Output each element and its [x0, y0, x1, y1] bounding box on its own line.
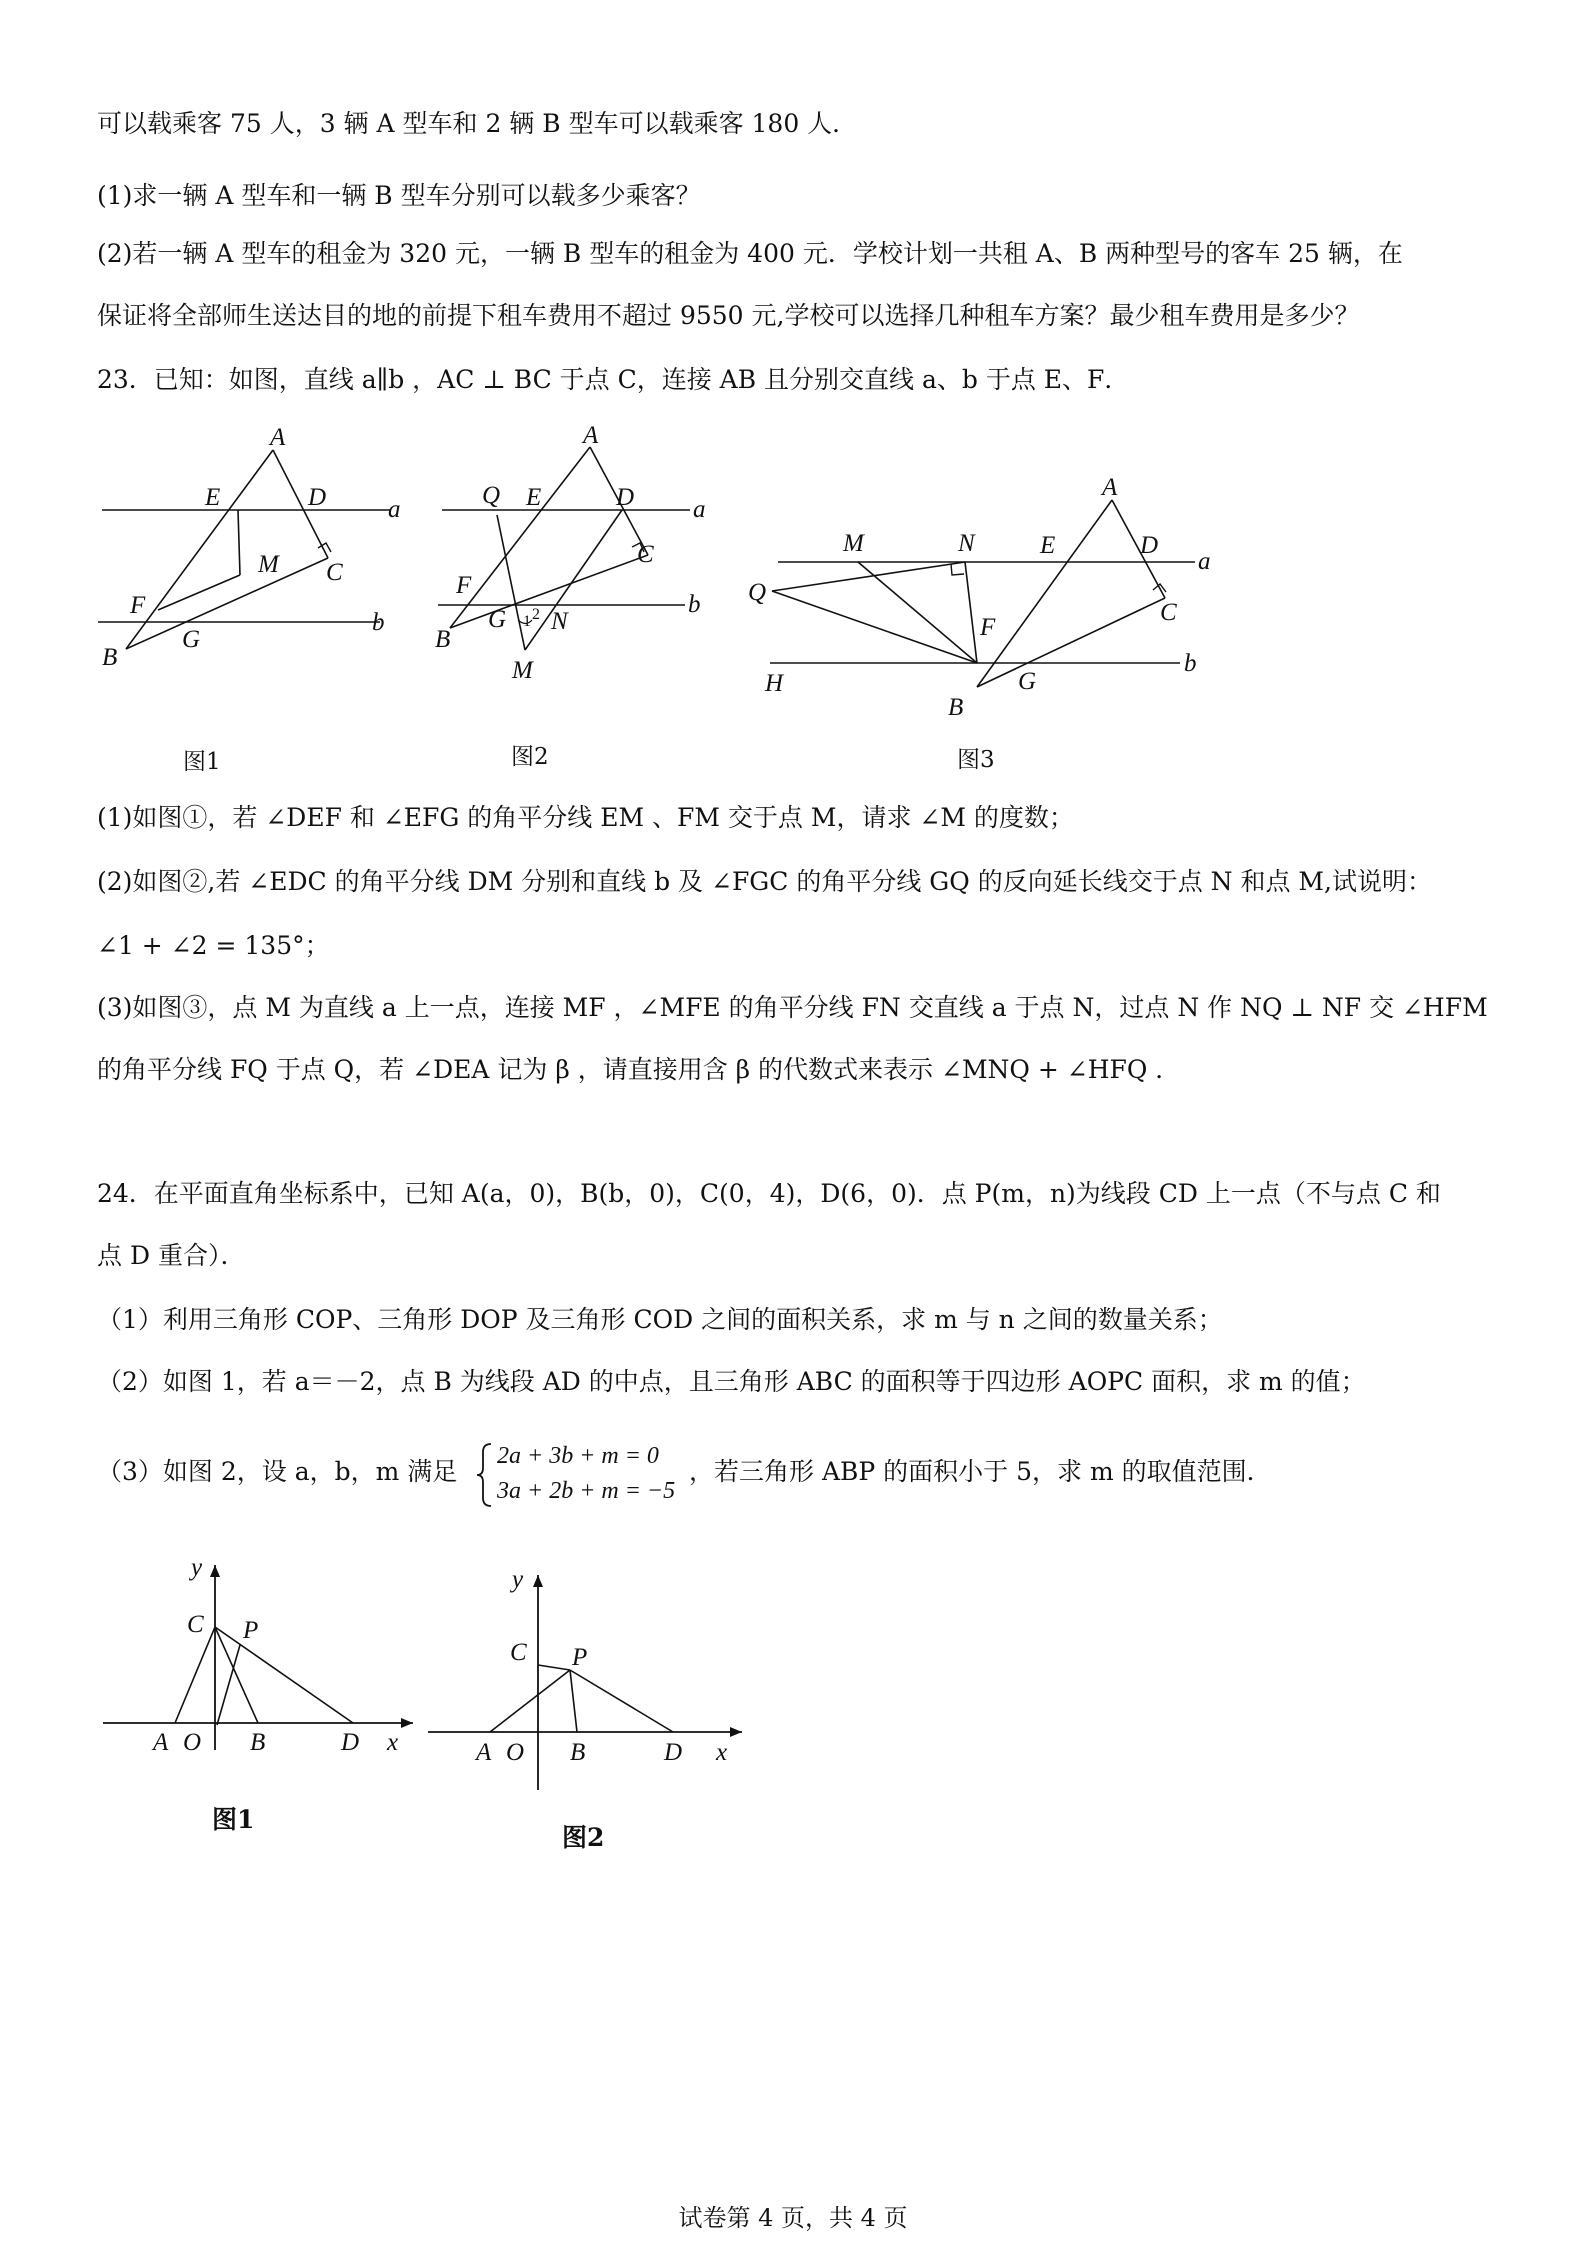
label-a: a: [1198, 548, 1211, 575]
label-D: D: [341, 1729, 360, 1756]
question-22-part-2-cont: 保证将全部师生送达目的地的前提下租车费用不超过 9550 元,学校可以选择几种租车方案？最少租车费用是多少？: [97, 301, 1360, 330]
label-F: F: [980, 614, 996, 641]
label-Q: Q: [748, 579, 767, 606]
label-angle-1: 1: [523, 613, 531, 630]
label-a: a: [693, 496, 706, 523]
page-footer: 试卷第 4 页，共 4 页: [678, 2204, 908, 2232]
label-O: O: [506, 1739, 525, 1766]
question-23-stem: 23．已知：如图，直线 a∥b ，AC ⊥ BC 于点 C，连接 AB 且分别交直线 a、b 于点 E、F．: [97, 365, 1130, 394]
figure-23-1-caption: 图1: [183, 749, 221, 775]
label-x: x: [387, 1729, 399, 1756]
label-H: H: [765, 670, 784, 697]
question-23-part-3: (3)如图③，点 M 为直线 a 上一点，连接 MF ，∠MFE 的角平分线 FN 交直线 a 于点 N，过点 N 作 NQ ⊥ NF 交 ∠HFM: [97, 993, 1488, 1022]
label-A: A: [153, 1729, 169, 1756]
equation-brace: [475, 1442, 495, 1508]
label-M: M: [258, 551, 279, 578]
label-b: b: [1184, 650, 1197, 677]
figure-24-2-caption: 图2: [562, 1823, 605, 1852]
figure-23-3-caption: 图3: [957, 747, 995, 773]
question-24-stem-cont: 点 D 重合）．: [97, 1241, 246, 1270]
label-C: C: [1160, 599, 1177, 626]
question-24-part-2: （2）如图 1，若 a＝－2，点 B 为线段 AD 的中点，且三角形 ABC 的面积等于四边形 AOPC 面积，求 m 的值；: [97, 1367, 1366, 1396]
label-N: N: [551, 608, 568, 635]
q24-3-suffix: ，若三角形 ABP 的面积小于 5，求 m 的取值范围．: [689, 1457, 1272, 1486]
label-O: O: [183, 1729, 202, 1756]
figure-24-1-caption: 图1: [212, 1805, 255, 1834]
label-B: B: [570, 1739, 586, 1766]
label-y: y: [512, 1566, 524, 1593]
label-D: D: [664, 1739, 683, 1766]
label-a: a: [388, 496, 401, 523]
label-N: N: [958, 530, 975, 557]
text-line-1: 可以载乘客 75 人，3 辆 A 型车和 2 辆 B 型车可以载乘客 180 人．: [97, 109, 858, 138]
label-angle-2: 2: [532, 606, 540, 623]
question-23-part-2-cont: ∠1 + ∠2 = 135°；: [97, 931, 330, 960]
label-M: M: [843, 530, 864, 557]
label-F: F: [130, 592, 146, 619]
label-C: C: [326, 559, 343, 586]
question-23-part-1: (1)如图①，若 ∠DEF 和 ∠EFG 的角平分线 EM 、FM 交于点 M，请求 ∠M 的度数；: [97, 803, 1074, 832]
label-E: E: [1040, 532, 1056, 559]
figure-23-1: [90, 415, 410, 695]
label-B: B: [948, 694, 964, 721]
label-b: b: [372, 609, 385, 636]
label-Q: Q: [482, 482, 501, 509]
label-b: b: [688, 591, 701, 618]
question-24-stem: 24．在平面直角坐标系中，已知 A(a，0)，B(b，0)，C(0，4)，D(6，0)．点 P(m，n)为线段 CD 上一点（不与点 C 和: [97, 1179, 1441, 1208]
label-G: G: [488, 606, 507, 633]
label-A: A: [270, 424, 286, 451]
system-equation-2: 3a + 2b + m = −5: [497, 1478, 676, 1504]
figure-24-1: [95, 1550, 425, 1770]
label-E: E: [526, 484, 542, 511]
label-G: G: [1018, 668, 1037, 695]
question-24-part-1: （1）利用三角形 COP、三角形 DOP 及三角形 COD 之间的面积关系，求 m 与 n 之间的数量关系；: [97, 1305, 1223, 1334]
question-24-part-3: [97, 1443, 1517, 1516]
label-x: x: [716, 1739, 728, 1766]
question-22-part-2: (2)若一辆 A 型车的租金为 320 元，一辆 B 型车的租金为 400 元．学校计划一共租 A、B 两种型号的客车 25 辆，在: [97, 239, 1403, 268]
label-P: P: [243, 1617, 259, 1644]
label-D: D: [308, 484, 327, 511]
figure-23-2-caption: 图2: [511, 744, 549, 770]
label-D: D: [1140, 532, 1159, 559]
label-C: C: [637, 541, 654, 568]
q24-3-prefix: （3）如图 2，设 a，b，m 满足: [97, 1457, 458, 1486]
label-y: y: [191, 1554, 203, 1581]
label-A: A: [476, 1739, 492, 1766]
label-F: F: [456, 572, 472, 599]
question-23-part-2: (2)如图②,若 ∠EDC 的角平分线 DM 分别和直线 b 及 ∠FGC 的角平分线 GQ 的反向延长线交于点 N 和点 M,试说明：: [97, 867, 1432, 896]
question-22-part-1: (1)求一辆 A 型车和一辆 B 型车分别可以载多少乘客？: [97, 181, 701, 210]
figure-24-2: [420, 1560, 760, 1810]
figure-23-3: [740, 465, 1220, 735]
label-D: D: [616, 484, 635, 511]
label-C: C: [187, 1611, 204, 1638]
label-C: C: [510, 1639, 527, 1666]
label-B: B: [250, 1729, 266, 1756]
label-B: B: [435, 626, 451, 653]
label-A: A: [583, 422, 599, 449]
label-B: B: [102, 644, 118, 671]
question-23-part-3-cont: 的角平分线 FQ 于点 Q，若 ∠DEA 记为 β ，请直接用含 β 的代数式来表示 ∠MNQ + ∠HFQ ．: [97, 1055, 1181, 1084]
figure-23-2: [420, 415, 720, 695]
label-P: P: [572, 1644, 588, 1671]
label-G: G: [182, 626, 201, 653]
label-A: A: [1102, 474, 1118, 501]
system-equation-1: 2a + 3b + m = 0: [497, 1443, 659, 1469]
label-M: M: [512, 657, 533, 684]
label-E: E: [205, 484, 221, 511]
